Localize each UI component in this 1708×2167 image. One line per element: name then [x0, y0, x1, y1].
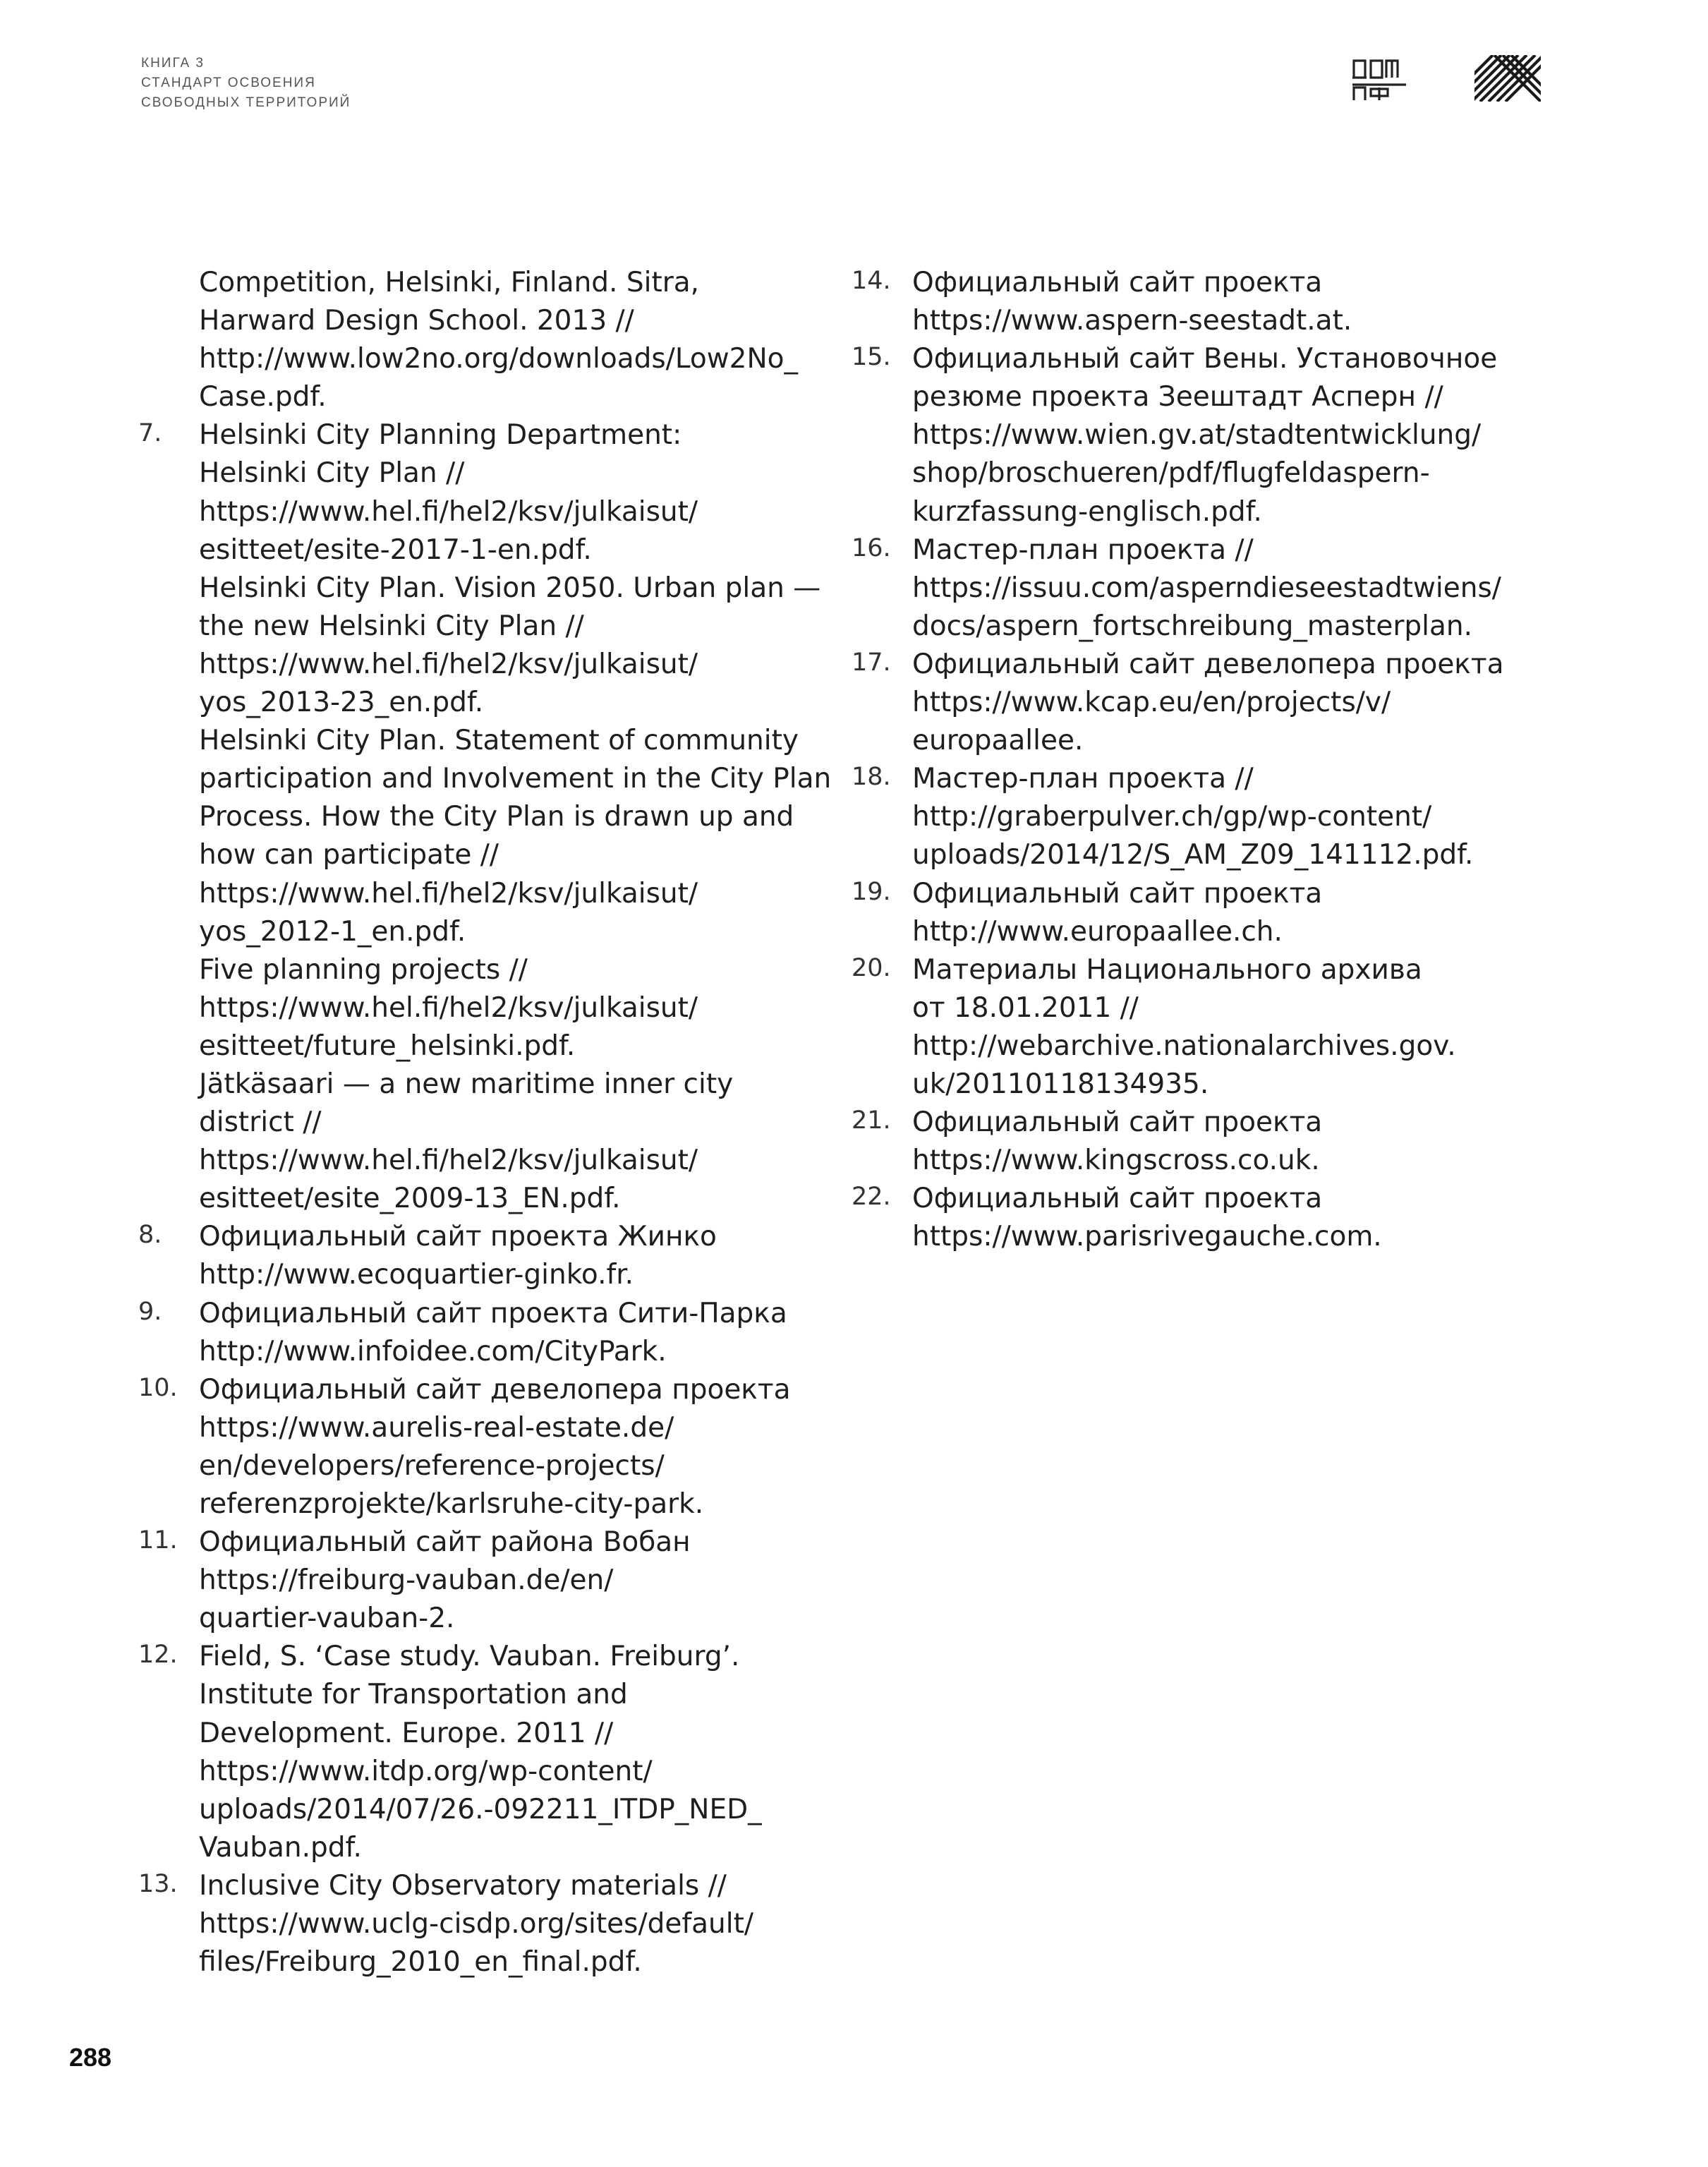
references-left-column	[138, 264, 837, 1981]
reference-link-line[interactable]: https://freiburg-vauban.de/en/	[199, 1564, 614, 1597]
reference-text-line: Официальный сайт проекта	[912, 877, 1323, 910]
reference-item-13	[138, 1867, 837, 1981]
reference-text-line: Официальный сайт проекта Жинко	[199, 1221, 717, 1253]
reference-link-line[interactable]: https://www.uclg-cisdp.org/sites/default/	[199, 1908, 753, 1940]
reference-item-17	[852, 646, 1557, 760]
running-head-line: СВОБОДНЫХ ТЕРРИТОРИЙ	[141, 95, 351, 110]
reference-item-19	[852, 875, 1557, 951]
reference-text-line: Официальный сайт проекта	[912, 1183, 1323, 1215]
reference-text-line: Helsinki City Plan //	[199, 457, 465, 490]
reference-link-line[interactable]: yos_2013-23_en.pdf.	[199, 687, 484, 719]
reference-link-line[interactable]: en/developers/reference-projects/	[199, 1449, 665, 1482]
reference-number: 22.	[852, 1183, 891, 1212]
reference-link-line[interactable]: uploads/2014/07/26.-092211_ITDP_NED_	[199, 1793, 762, 1825]
reference-link-line[interactable]: files/Freiburg_2010_en_final.pdf.	[199, 1946, 642, 1979]
reference-link-line[interactable]: https://www.wien.gv.at/stadtentwicklung/	[912, 419, 1482, 452]
reference-text-line: Официальный сайт проекта	[912, 267, 1323, 298]
reference-text-line: Официальный сайт проекта Сити-Парка	[199, 1297, 787, 1329]
reference-text-line: how can participate //	[199, 839, 499, 871]
reference-link-line[interactable]: http://www.infoidee.com/CityPark.	[199, 1335, 667, 1368]
reference-link-line[interactable]: https://www.aspern-seestadt.at.	[912, 305, 1352, 337]
reference-link-line[interactable]: Case.pdf.	[199, 381, 327, 414]
reference-text-line: Официальный сайт проекта	[912, 1106, 1323, 1139]
dom-rf-logo	[1351, 55, 1407, 103]
reference-number: 11.	[138, 1526, 178, 1555]
reference-link-line[interactable]: https://www.itdp.org/wp-content/	[199, 1755, 653, 1787]
reference-number: 12.	[138, 1641, 178, 1670]
reference-link-line[interactable]: https://www.hel.fi/hel2/ksv/julkaisut/	[199, 1145, 698, 1177]
reference-number: 9.	[138, 1297, 162, 1326]
reference-number: 13.	[138, 1869, 178, 1898]
reference-text-line: Мастер-план проекта //	[912, 533, 1254, 566]
reference-item-9	[138, 1295, 837, 1371]
reference-text-line: Helsinki City Plan. Statement of community	[199, 725, 799, 757]
reference-text-line: the new Helsinki City Plan //	[199, 610, 584, 642]
reference-link-line[interactable]: https://issuu.com/asperndieseestadtwiens/	[912, 572, 1501, 604]
reference-link-line[interactable]: esitteet/esite-2017-1-en.pdf.	[199, 533, 592, 566]
reference-item-12	[138, 1638, 837, 1867]
reference-link-line[interactable]: https://www.hel.fi/hel2/ksv/julkaisut/	[199, 648, 698, 680]
reference-text-line: Development. Europe. 2011 //	[199, 1717, 614, 1749]
reference-text-line: Официальный сайт девелопера проекта	[199, 1373, 791, 1406]
references-right-column	[852, 264, 1557, 1256]
reference-text-line: Материалы Национального архива	[912, 953, 1422, 986]
reference-text-line: Process. How the City Plan is drawn up and	[199, 801, 794, 833]
reference-item-10	[138, 1371, 837, 1523]
reference-link-line[interactable]: http://www.europaallee.ch.	[912, 915, 1283, 948]
reference-text-line: резюме проекта Зеештадт Асперн //	[912, 381, 1443, 414]
reference-text-line: Helsinki City Planning Department:	[199, 419, 682, 452]
reference-item-16	[852, 531, 1557, 646]
reference-link-line[interactable]: https://www.hel.fi/hel2/ksv/julkaisut/	[199, 495, 698, 528]
reference-link-line[interactable]: quartier-vauban-2.	[199, 1602, 455, 1635]
reference-link-line[interactable]: uk/20110118134935.	[912, 1068, 1209, 1100]
reference-item-7	[138, 416, 837, 1218]
running-head	[141, 54, 351, 113]
reference-item-21	[852, 1104, 1557, 1180]
reference-link-line[interactable]: kurzfassung-englisch.pdf.	[912, 495, 1262, 528]
reference-link-line[interactable]: europaallee.	[912, 725, 1084, 757]
reference-text-line: Официальный сайт девелопера проекта	[912, 648, 1504, 680]
page-number: 288	[69, 2043, 112, 2072]
reference-number: 10.	[138, 1373, 178, 1402]
reference-text-line: Официальный сайт района Вобан	[199, 1526, 691, 1559]
reference-number: 7.	[138, 419, 162, 448]
reference-text-line: Five planning projects //	[199, 953, 528, 986]
reference-link-line[interactable]: https://www.kcap.eu/en/projects/v/	[912, 687, 1391, 719]
reference-text-line: Jätkäsaari — a new maritime inner city	[199, 1068, 734, 1100]
reference-number: 20.	[852, 953, 891, 982]
reference-item-20	[852, 951, 1557, 1104]
reference-link-line[interactable]: http://webarchive.nationalarchives.gov.	[912, 1030, 1456, 1062]
reference-item-18	[852, 760, 1557, 874]
reference-item-continued	[138, 264, 837, 416]
reference-link-line[interactable]: esitteet/future_helsinki.pdf.	[199, 1030, 576, 1062]
reference-text-line: participation and Involvement in the City Plan	[199, 763, 832, 795]
reference-item-8	[138, 1218, 837, 1294]
reference-link-line[interactable]: esitteet/esite_2009-13_EN.pdf.	[199, 1183, 621, 1215]
reference-text-line: Harward Design School. 2013 //	[199, 305, 634, 337]
reference-item-11	[138, 1523, 837, 1638]
reference-number: 15.	[852, 343, 891, 372]
reference-link-line[interactable]: yos_2012-1_en.pdf.	[199, 915, 466, 948]
reference-link-line[interactable]: docs/aspern_fortschreibung_masterplan.	[912, 610, 1473, 642]
reference-item-14	[852, 264, 1557, 340]
reference-text-line: Competition, Helsinki, Finland. Sitra,	[199, 267, 700, 298]
running-head-line: СТАНДАРТ ОСВОЕНИЯ	[141, 76, 316, 90]
reference-item-22	[852, 1180, 1557, 1256]
reference-text-line: от 18.01.2011 //	[912, 991, 1139, 1024]
reference-item-15	[852, 340, 1557, 531]
reference-text-line: district //	[199, 1106, 322, 1139]
reference-number: 16.	[852, 533, 891, 562]
reference-text-line: Helsinki City Plan. Vision 2050. Urban plan —	[199, 572, 821, 604]
reference-number: 17.	[852, 648, 891, 677]
reference-link-line[interactable]: http://www.low2no.org/downloads/Low2No_	[199, 343, 798, 375]
reference-number: 14.	[852, 267, 891, 295]
reference-link-line[interactable]: https://www.aurelis-real-estate.de/	[199, 1411, 674, 1444]
reference-link-line[interactable]: referenzprojekte/karlsruhe-city-park.	[199, 1488, 704, 1520]
reference-link-line[interactable]: https://www.hel.fi/hel2/ksv/julkaisut/	[199, 877, 698, 910]
reference-number: 19.	[852, 877, 891, 906]
reference-link-line[interactable]: https://www.hel.fi/hel2/ksv/julkaisut/	[199, 991, 698, 1024]
reference-number: 8.	[138, 1221, 162, 1250]
reference-link-line[interactable]: shop/broschueren/pdf/flugfeldaspern-	[912, 457, 1430, 490]
reference-text-line: Institute for Transportation and	[199, 1679, 628, 1711]
reference-text-line: Официальный сайт Вены. Установочное	[912, 343, 1498, 375]
reference-link-line[interactable]: uploads/2014/12/S_AM_Z09_141112.pdf.	[912, 839, 1474, 871]
reference-link-line[interactable]: http://www.ecoquartier-ginko.fr.	[199, 1259, 634, 1291]
reference-number: 21.	[852, 1106, 891, 1135]
running-head-line: КНИГА 3	[141, 56, 205, 71]
reference-text-line: Inclusive City Observatory materials //	[199, 1869, 727, 1902]
reference-text-line: Field, S. ‘Case study. Vauban. Freiburg’.	[199, 1641, 740, 1673]
reference-link-line[interactable]: https://www.parisrivegauche.com.	[912, 1221, 1382, 1253]
hatch-pattern-logo	[1474, 55, 1541, 102]
reference-link-line[interactable]: Vauban.pdf.	[199, 1831, 362, 1864]
reference-text-line: Мастер-план проекта //	[912, 763, 1254, 795]
reference-number: 18.	[852, 763, 891, 792]
reference-link-line[interactable]: http://graberpulver.ch/gp/wp-content/	[912, 801, 1432, 833]
reference-link-line[interactable]: https://www.kingscross.co.uk.	[912, 1145, 1320, 1177]
